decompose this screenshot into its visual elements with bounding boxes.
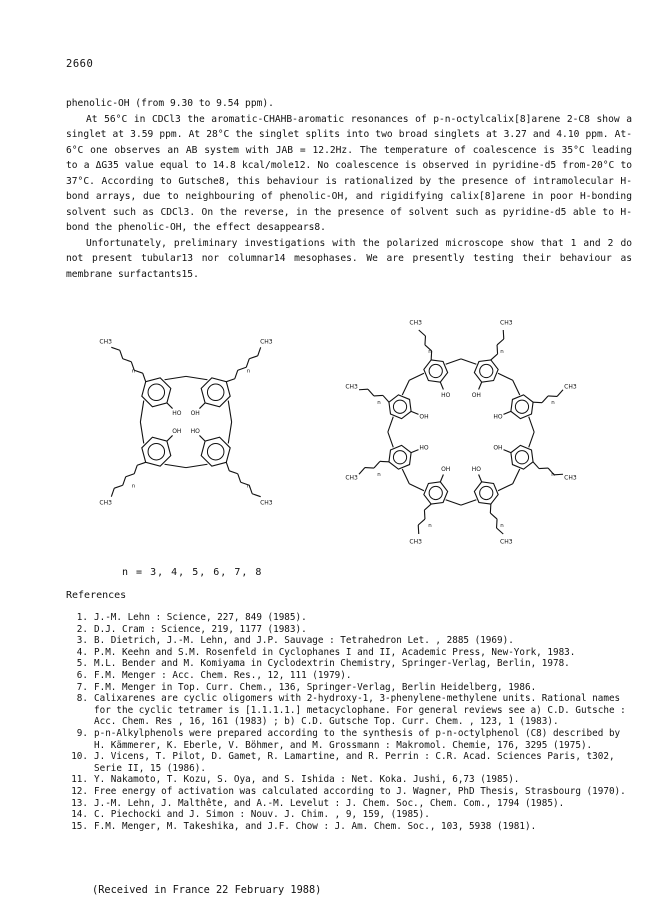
aromatic-circle [429, 364, 442, 377]
methylene-bridge [529, 432, 534, 447]
methylene-bridge [529, 417, 534, 432]
hydroxyl-label: HO [419, 444, 429, 452]
aromatic-circle [148, 443, 165, 460]
methylene-bridge [513, 380, 520, 395]
reference-text: J.-M. Lehn, J. Malthête, and A.-M. Levelut : J. Chem. Soc., Chem. Com., 1794 (1985). [94, 797, 565, 809]
methylene-bridge [461, 359, 476, 364]
methyl-label: CH3 [345, 474, 358, 482]
methylene-bridge [388, 432, 393, 447]
benzene-ring [424, 482, 448, 504]
alkyl-chain-bond [490, 513, 497, 519]
repeat-n-label: n [131, 368, 136, 375]
repeat-n-label: n [428, 523, 432, 530]
reference-text: Y. Nakamoto, T. Kozu, S. Oya, and S. Ishida : Net. Koka. Jushi, 6,73 (1985). [94, 774, 520, 786]
alkyl-chain-bond [126, 474, 134, 477]
hydroxyl-label: OH [419, 413, 429, 421]
alkyl-chain-bond [418, 519, 425, 525]
methylene-bridge [388, 417, 393, 432]
hydroxyl-label: OH [190, 409, 200, 417]
methyl-label: CH3 [409, 538, 422, 546]
alkyl-chain-bond [419, 330, 426, 336]
alkyl-chain-bond [418, 525, 419, 534]
hydroxyl-bond [167, 435, 173, 441]
alkyl-chain-bond [249, 356, 257, 359]
methylene-bridge [186, 464, 207, 467]
reference-item [66, 624, 632, 636]
repeat-n-label: n [377, 399, 381, 406]
reference-number: 6. [76, 669, 88, 681]
hydroxyl-bond [503, 411, 510, 414]
alkyl-chain-bond [533, 462, 539, 469]
received-date: (Received in France 22 February 1988) [92, 884, 322, 896]
aromatic-circle [515, 400, 528, 413]
hydroxyl-bond [503, 450, 510, 453]
reference-item [66, 647, 632, 659]
reference-item [66, 658, 632, 670]
alkyl-chain-bond [229, 471, 237, 474]
alkyl-chain-bond [131, 368, 142, 375]
alkyl-chain-bond [557, 390, 563, 397]
reference-text: p-n-Alkylphenols were prepared according to the synthesis of p-n-octylphenol (C8) described by H. Kämmerer, K. Eberle, V. Böhmer, and M. Grossmann : Makromol. Chemie, 176, 3295 (1975). [94, 727, 621, 751]
repeat-n-label: n [246, 483, 251, 490]
methyl-label: CH3 [260, 499, 273, 507]
methylene-bridge [446, 359, 461, 364]
aromatic-circle [393, 451, 406, 464]
methyl-label: CH3 [500, 538, 513, 546]
aromatic-circle [515, 451, 528, 464]
methylene-bridge [140, 422, 143, 443]
alkyl-chain-bond [235, 370, 238, 378]
alkyl-chain-bond [238, 367, 246, 370]
methyl-label: CH3 [99, 499, 112, 507]
reference-item [66, 786, 632, 798]
hydroxyl-bond [440, 474, 443, 481]
hydroxyl-label: HO [471, 465, 481, 473]
benzene-ring [424, 360, 448, 382]
alkyl-chain-bond [548, 396, 557, 397]
hydroxyl-bond [479, 382, 482, 389]
references-heading: References [66, 590, 127, 601]
methylene-bridge [513, 469, 520, 484]
alkyl-chain-bond [111, 488, 114, 496]
methylene-bridge [446, 500, 461, 505]
benzene-ring [389, 395, 411, 419]
repeat-n-label: n [500, 523, 504, 530]
alkyl-chain-bond [368, 389, 374, 396]
alkyl-chain-bond [123, 477, 126, 485]
reference-number: 10. [71, 751, 88, 763]
reference-number: 8. [76, 693, 88, 705]
calix-8-arene-structure [345, 320, 577, 546]
alkyl-chain-bond [258, 347, 261, 355]
reference-text: J. Vicens, T. Pilot, D. Gamet, R. Lamartine, and R. Perrin : C.R. Acad. Sciences Paris, t302, Serie II, 15 (1986). [94, 751, 615, 774]
reference-item [66, 682, 632, 694]
benzene-ring [474, 482, 498, 504]
hydroxyl-label: HO [493, 413, 503, 421]
alkyl-chain-bond [359, 389, 368, 390]
methylene-bridge [402, 469, 409, 484]
alkyl-chain-bond [424, 510, 425, 519]
methylene-bridge [409, 484, 424, 491]
alkyl-chain-bond [424, 504, 431, 510]
benzene-ring [201, 378, 230, 407]
reference-text: M.L. Bender and M. Komiyama in Cyclodextrin Chemistry, Springer-Verlag, Berlin, 1978. [94, 658, 570, 670]
reference-text: C. Piechocki and J. Simon : Nouv. J. Chim. , 9, 159, (1985). [94, 809, 430, 821]
reference-text: J.-M. Lehn : Science, 227, 849 (1985). [94, 612, 307, 623]
alkyl-chain-bond [226, 462, 229, 470]
reference-text: Calixarenes are cyclic oligomers with 2-hydroxy-1, 3-phenylene-methylene units. Rational names for the cyclic tetramer is [1.1.1.1.] metacyclophane. For general reviews see a) C.D. Gutsche : Acc. Chem. Res , 16, 161 (1983) ; b) C.D. Gutsche Top. Curr. Chem. , 123, 1 (1983). [94, 693, 626, 728]
reference-item [66, 774, 632, 786]
hydroxyl-label: OH [441, 465, 451, 473]
hydroxyl-label: HO [441, 392, 451, 400]
methylene-bridge [228, 401, 231, 422]
repeat-n-label: n [551, 472, 555, 479]
alkyl-chain-bond [137, 462, 145, 465]
hydroxyl-label: OH [172, 428, 182, 436]
calixarene-structures-figure [66, 292, 632, 560]
methylene-bridge [402, 380, 409, 395]
alkyl-chain-bond [111, 347, 119, 350]
hydroxyl-label: HO [190, 428, 200, 436]
hydroxyl-label: OH [471, 392, 481, 400]
reference-text: D.J. Cram : Science, 219, 1177 (1983). [94, 623, 307, 635]
methylene-bridge [165, 464, 186, 467]
methyl-label: CH3 [409, 319, 422, 327]
reference-item [66, 693, 632, 728]
alkyl-chain-bond [143, 373, 146, 381]
methyl-label: CH3 [564, 383, 577, 391]
repeat-n-label: n [500, 348, 504, 355]
aromatic-circle [207, 384, 224, 401]
hydroxyl-label: OH [493, 444, 503, 452]
benzene-ring [142, 437, 171, 466]
alkyl-chain-bond [383, 395, 389, 402]
benzene-ring [511, 395, 533, 419]
reference-item [66, 751, 632, 774]
paragraph-1: phenolic-OH (from 9.30 to 9.54 ppm). [66, 98, 274, 109]
methylene-bridge [165, 376, 186, 379]
methylene-bridge [409, 373, 424, 380]
hydroxyl-label: HO [172, 409, 182, 417]
aromatic-circle [148, 384, 165, 401]
alkyl-chain-bond [533, 402, 542, 403]
aromatic-circle [480, 486, 493, 499]
reference-number: 12. [71, 785, 88, 797]
repeat-n-label: n [377, 472, 381, 479]
reference-text: Free energy of activation was calculated according to J. Wagner, PhD Thesis, Strasbourg (1970). [94, 785, 626, 797]
body-text [66, 96, 632, 282]
alkyl-chain-bond [114, 485, 122, 488]
alkyl-chain-bond [497, 519, 498, 528]
methylene-bridge [186, 376, 207, 379]
alkyl-chain-bond [134, 465, 137, 473]
benzene-ring [201, 437, 230, 466]
alkyl-chain-bond [554, 474, 563, 475]
reference-number: 1. [76, 612, 88, 623]
reference-text: F.M. Menger : Acc. Chem. Res., 12, 111 (1979). [94, 669, 352, 681]
n-values-label: n = 3, 4, 5, 6, 7, 8 [122, 567, 263, 578]
reference-number: 4. [76, 646, 88, 658]
hydroxyl-bond [167, 403, 173, 409]
paragraph-3: Unfortunately, preliminary investigations with the polarized microscope show that 1 and 2 do not present tubular13 nor columnar14 mesophases. We are presently testing their behaviour as membrane surfactants15. [66, 237, 632, 280]
repeat-n-label: n [551, 399, 555, 406]
alkyl-chain-bond [425, 336, 426, 345]
alkyl-chain-bond [503, 330, 504, 339]
reference-text: P.M. Keehn and S.M. Rosenfeld in Cyclophanes I and II, Academic Press, New-York, 1983. [94, 646, 576, 658]
benzene-ring [511, 445, 533, 469]
reference-item [66, 821, 632, 833]
reference-number: 5. [76, 658, 88, 670]
alkyl-chain-bond [374, 461, 380, 468]
alkyl-chain-bond [491, 354, 498, 360]
references-list [66, 612, 632, 832]
alkyl-chain-bond [123, 359, 131, 362]
methylene-bridge [498, 373, 513, 380]
hydroxyl-bond [411, 450, 418, 453]
calix-4-arene-structure [99, 339, 272, 507]
alkyl-chain-bond [542, 396, 548, 403]
aromatic-circle [480, 364, 493, 377]
alkyl-chain-bond [252, 494, 260, 497]
alkyl-chain-bond [497, 339, 504, 345]
paragraph-2: At 56°C in CDCl3 the aromatic-CHAHB-aromatic resonances of p-n-octylcalix[8]arene 2-C8 show a singlet at 3.59 ppm. At 28°C the singlet splits into two broad singlets at 3.27 and 4.10 ppm. At-6°C one observes an AB system with JAB = 12.2Hz. The temperature of coalescence is 35°C leading to a ΔG35 value equal to 14.8 kcal/mole12. No coalescence is observed in pyridine-d5 from-20°C to 37°C. According to Gutsche8, this behaviour is rationalized by the presence of intramolecular H-bond arrays, due to neighbouring of phenolic-OH, and rigidifying calix[8]arene in poor H-bonding solvent such as CDCl3. On the reverse, in the presence of solvent such as pyridine-d5 able to H-bond the phenolic-OH, the effect desappears8. [66, 113, 632, 233]
alkyl-chain-bond [120, 350, 123, 358]
reference-text: B. Dietrich, J.-M. Lehn, and J.P. Sauvage : Tetrahedron Let. , 2885 (1969). [94, 635, 514, 647]
alkyl-chain-bond [380, 461, 389, 462]
aromatic-circle [207, 443, 224, 460]
hydroxyl-bond [440, 382, 443, 389]
repeat-n-label: n [131, 483, 136, 490]
reference-number: 7. [76, 681, 88, 693]
reference-item [66, 612, 632, 624]
reference-text: F.M. Menger in Top. Curr. Chem., 136, Springer-Verlag, Berlin Heidelberg, 1986. [94, 681, 537, 693]
alkyl-chain-bond [490, 504, 491, 513]
benzene-ring [389, 445, 411, 469]
reference-item [66, 809, 632, 821]
hydroxyl-bond [199, 403, 205, 409]
benzene-ring [142, 378, 171, 407]
aromatic-circle [393, 400, 406, 413]
reference-number: 15. [71, 820, 88, 832]
alkyl-chain-bond [497, 345, 498, 354]
alkyl-chain-bond [539, 468, 548, 469]
alkyl-chain-bond [359, 468, 365, 475]
hydroxyl-bond [479, 474, 482, 481]
alkyl-chain-bond [365, 468, 374, 469]
methylene-bridge [140, 401, 143, 422]
reference-text: F.M. Menger, M. Takeshika, and J.F. Chow : J. Am. Chem. Soc., 103, 5938 (1981). [94, 820, 537, 832]
hydroxyl-bond [199, 435, 205, 441]
alkyl-chain-bond [238, 474, 241, 482]
reference-number: 9. [76, 727, 88, 739]
methyl-label: CH3 [99, 338, 112, 346]
hydroxyl-bond [411, 411, 418, 414]
reference-item [66, 798, 632, 810]
reference-item [66, 728, 632, 751]
repeat-n-label: n [428, 348, 432, 355]
reference-number: 14. [71, 809, 88, 821]
methylene-bridge [228, 422, 231, 443]
reference-number: 11. [71, 774, 88, 786]
methyl-label: CH3 [500, 319, 513, 327]
benzene-ring [474, 360, 498, 382]
methylene-bridge [461, 500, 476, 505]
reference-number: 13. [71, 797, 88, 809]
methyl-label: CH3 [564, 474, 577, 482]
reference-item [66, 635, 632, 647]
aromatic-circle [429, 486, 442, 499]
reference-item [66, 670, 632, 682]
alkyl-chain-bond [374, 395, 383, 396]
repeat-n-label: n [246, 368, 251, 375]
alkyl-chain-bond [226, 379, 234, 382]
methyl-label: CH3 [345, 383, 358, 391]
page-number: 2660 [66, 58, 94, 70]
methylene-bridge [498, 484, 513, 491]
reference-number: 3. [76, 635, 88, 647]
methyl-label: CH3 [260, 338, 273, 346]
reference-number: 2. [76, 623, 88, 635]
alkyl-chain-bond [246, 359, 249, 367]
